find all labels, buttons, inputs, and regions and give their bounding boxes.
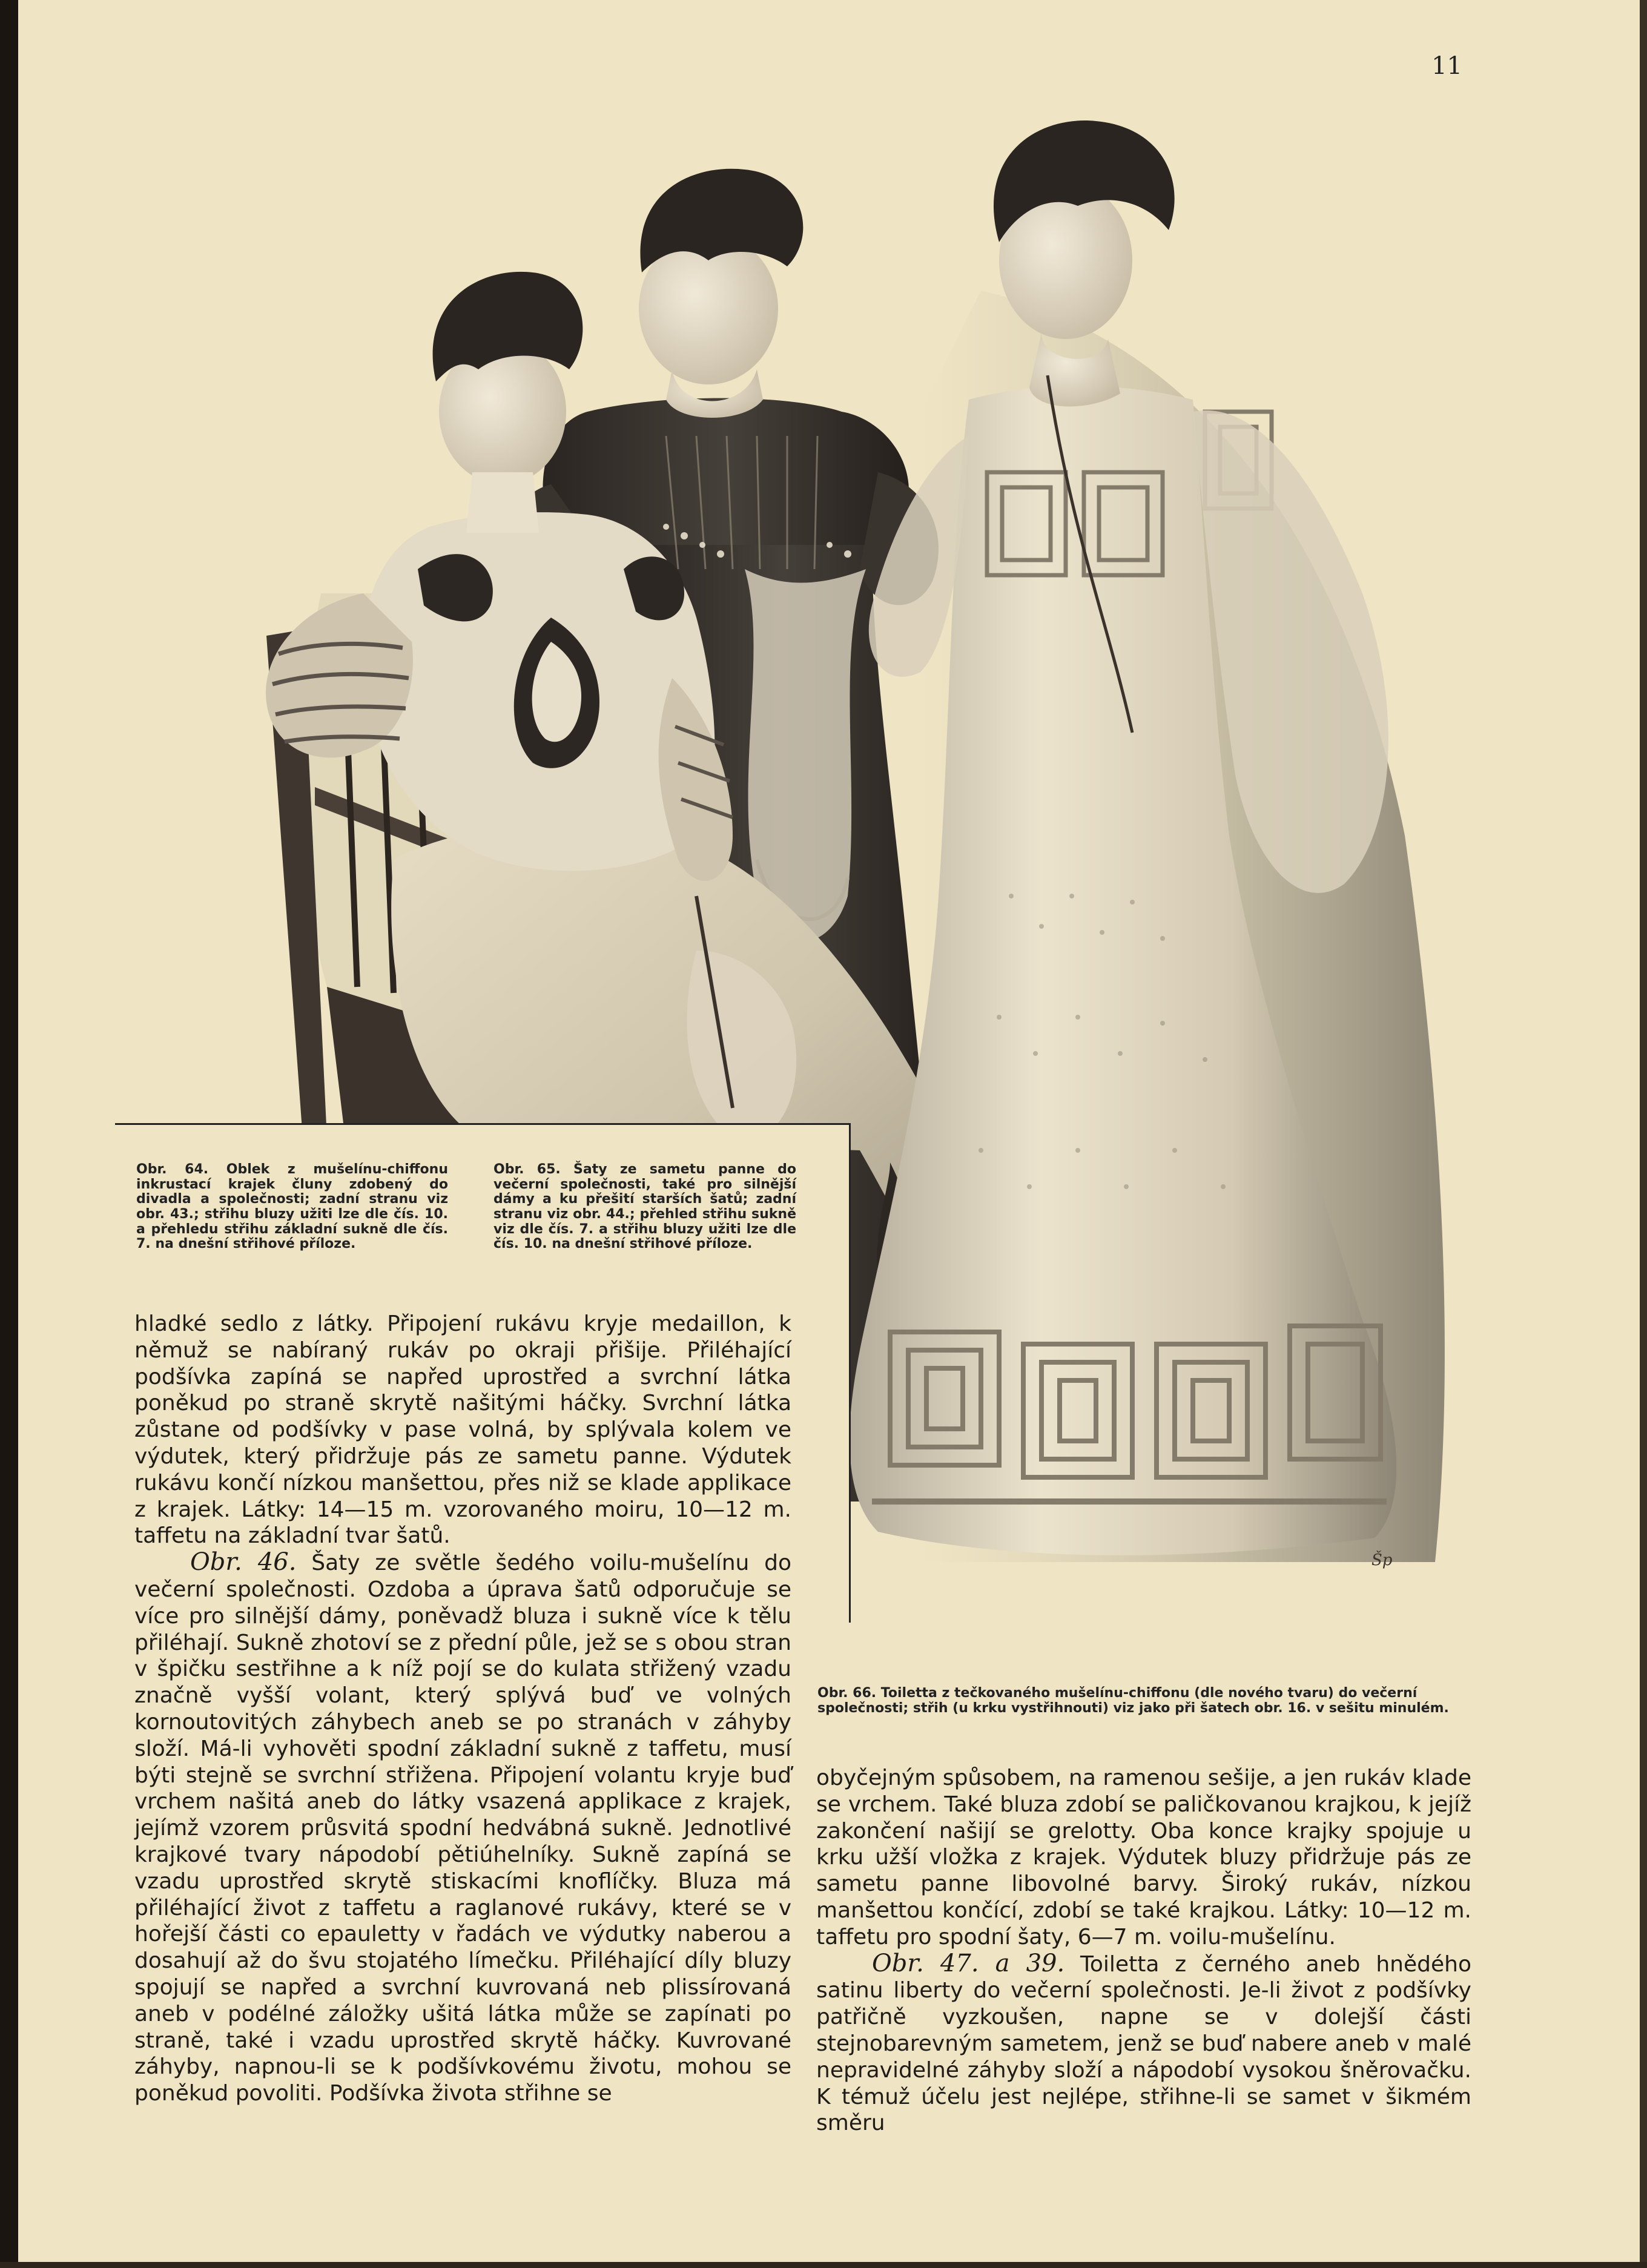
page-number: 11 (1431, 52, 1462, 80)
paragraph (134, 1549, 791, 2107)
paragraph-text: Šaty ze světle šedého voilu-mušelínu do večerní společnosti. Ozdoba a úprava šatů odporučuje se více pro silnější dámy, poněvadž bluza i sukně více k tělu přiléhají. Sukně zhotoví se z přední půle, jež se s obou stran v špičku sestřihne a k níž pojí se do kulata střižený vzadu značně vyšší volant, který splývá buď ve volných kornoutovitých záhybech aneb se po stranách v záhyby složí. Má-li vyhověti spodní základní sukně z taffetu, musí býti stejně se svrchní střižena. Připojení volantu kryje buď vrchem našitá aneb do látky vsazená applikace z krajek, jejímž vzorem průsvitá spodní hedvábná sukně. Jednotlivé krajkové tvary nápodobí pětiúhelníky. Sukně zapíná se vzadu uprostřed skrytě stiskacími knoflíčky. Bluza má přiléhající život z taffetu a raglanové rukávy, které se v hořejší části co epauletty v řadách ve výdutky naberou a dosahují až do švu stojatého límečku. Přiléhající díly bluzy spojují se napřed a svrchní kuvrovaná neb plissírovaná aneb v podélné záložky ušitá látka může se zapínati po straně, také i vzadu uprostřed skrytě háčky. Kuvrované záhyby, napnou-li se k podšívkovému životu, mohou se poněkud povoliti. Podšívka života střihne se (134, 1551, 791, 2106)
paragraph-text: Toiletta z černého aneb hnědého satinu liberty do večerní společnosti. Je-li život z podšívky patřičně vyzkoušen, napne se v dolejší části stejnobarevným sametem, jenž se buď nabere aneb v malé nepravidelné záhyby složí a nápodobí vysokou šněrovačku. K témuž účelu jest nejlépe, střihne-li se samet v šikmém směru (816, 1951, 1471, 2136)
page-bottom-edge (0, 2262, 1647, 2268)
paragraph (816, 1951, 1471, 2137)
paper-mask (849, 1623, 1503, 1683)
left-text-column (134, 1311, 791, 2107)
paragraph: obyčejným spůsobem, na ramenou sešije, a jen rukáv klade se vrchem. Také bluza zdobí se paličkovanou krajkou, k jejíž zakončení našijí se grelotty. Oba konce krajky spojuje u krku užší vložka z krajek. Výdutek bluzy přidržuje pás ze sametu panne libovolné barvy. Široký rukáv, nízkou manšettou končící, zdobí se také krajkou. Látky: 10—12 m. taffetu pro spodní šaty, 6—7 m. voilu-mušelínu. (816, 1765, 1471, 1950)
svg-text:Šp: Šp (1371, 1551, 1393, 1569)
figure-reference: Obr. 46. (190, 1548, 297, 1577)
caption-fig-64: Obr. 64. Oblek z mušelínu-chiffonu inkrustací krajek čluny zdobený do divadla a společnosti; zadní stranu viz obr. 43.; střihu bluzy užiti lze dle čís. 10. a přehledu střihu základní sukně dle čís. 7. na dnešní střihové příloze. (136, 1162, 448, 1252)
caption-fig-65: Obr. 65. Šaty ze sametu panne do večerní společnosti, také pro silnější dámy a ku přešití starších šatů; zadní stranu viz obr. 44.; přehled střihu sukně viz dle čís. 7. a střihu bluzy užiti lze dle čís. 10. na dnešní střihové příloze. (493, 1162, 796, 1252)
page-right-edge (1640, 0, 1647, 2268)
caption-fig-66: Obr. 66. Toiletta z tečkovaného mušelínu-chiffonu (dle nového tvaru) do večerní společnosti; střih (u krku vystřihnouti) viz jako při šatech obr. 16. v sešitu minulém. (817, 1686, 1449, 1716)
book-binding-shadow (0, 0, 18, 2268)
paragraph: hladké sedlo z látky. Připojení rukávu kryje medaillon, k němuž se nabíraný rukáv po okraji přišije. Přiléhající podšívka zapíná se napřed uprostřed a svrchní látka poněkud po straně skrytě našitými háčky. Svrchní látka zůstane od podšívky v pase volná, by splývala kolem ve výdutek, který přidržuje pás ze sametu panne. Výdutek rukávu končí nízkou manšettou, přes niž se klade applikace z krajek. Látky: 14—15 m. vzorovaného moiru, 10—12 m. taffetu na základní tvar šatů. (134, 1311, 791, 1549)
figure-reference: Obr. 47. a 39. (872, 1949, 1065, 1977)
right-text-column (816, 1765, 1471, 2137)
